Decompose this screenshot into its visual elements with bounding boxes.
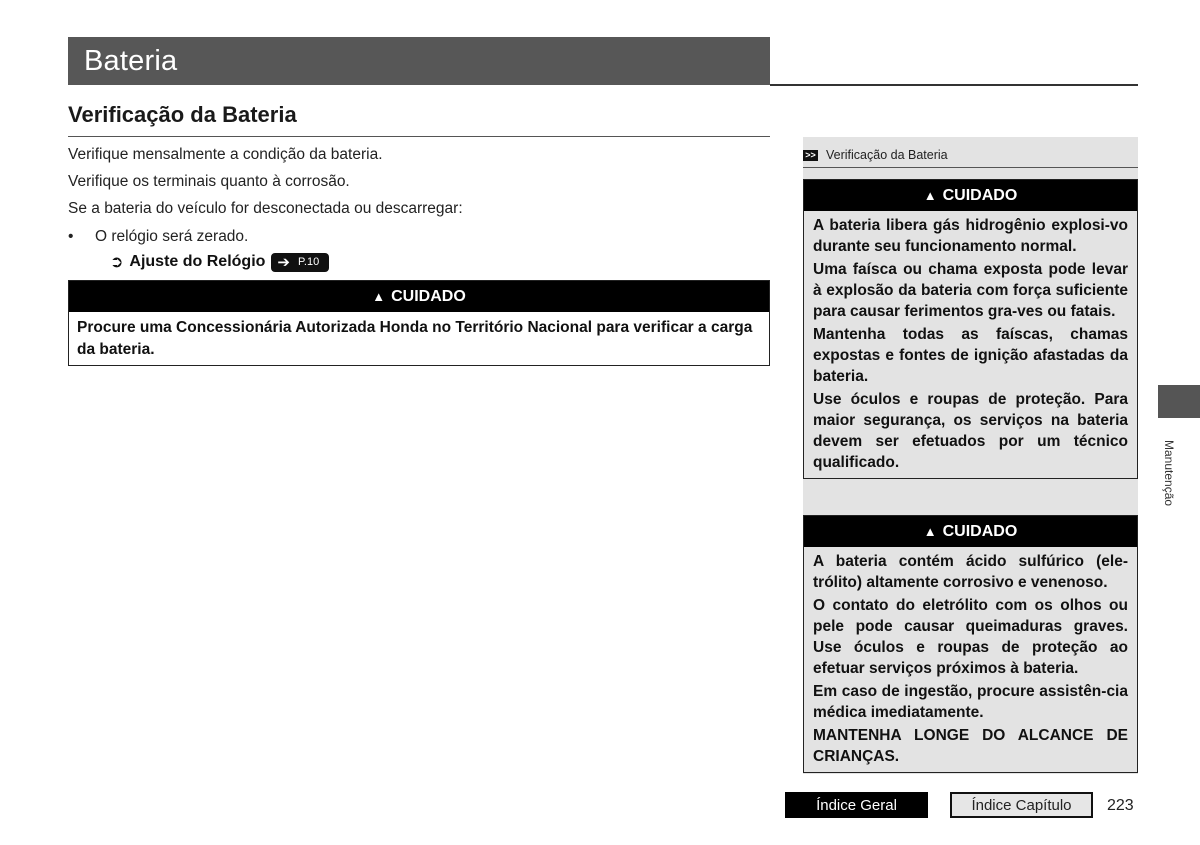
caution-paragraph: Uma faísca ou chama exposta pode levar à explosão da bateria com força suficiente para causar ferimentos gra-ves ou fatais. [813, 261, 1128, 320]
caution-header [804, 516, 1137, 547]
caution-text: Procure uma Concessionária Autorizada Honda no Território Nacional para verificar a carga da bateria. [77, 319, 753, 358]
sidebar-reference-label: Verificação da Bateria [826, 148, 948, 162]
caution-paragraph: A bateria contém ácido sulfúrico (ele-trólito) altamente corrosivo e venenoso. [813, 553, 1128, 591]
reference-label: Ajuste do Relógio [129, 253, 266, 270]
double-chevron-icon: >> [803, 150, 818, 161]
warning-triangle-icon: ▲ [923, 188, 937, 203]
index-chapter-button[interactable]: Índice Capítulo [950, 792, 1093, 818]
paragraph-disconnected: Se a bateria do veículo for desconectada ou descarregar: [68, 200, 463, 217]
caution-body [804, 211, 1137, 478]
chapter-tab-label: Manutenção [1162, 440, 1176, 507]
heading-divider [68, 136, 770, 137]
warning-triangle-icon: ▲ [372, 289, 386, 304]
caution-box-main [68, 280, 770, 366]
page-number: 223 [1107, 797, 1134, 814]
index-general-button[interactable]: Índice Geral [785, 792, 928, 818]
paragraph-terminals: Verifique os terminais quanto à corrosão. [68, 173, 350, 190]
sidebar-divider [803, 167, 1138, 168]
caution-paragraph: Mantenha todas as faíscas, chamas expostas e fontes de ignição afastadas da bateria. [813, 326, 1128, 385]
caution-body [804, 547, 1137, 772]
caution-paragraph: Use óculos e roupas de proteção. Para maior segurança, os serviços na bateria devem ser efetuados por um técnico qualificado. [813, 391, 1128, 471]
list-item [68, 228, 248, 246]
page-reference-label: P.10 [297, 256, 320, 268]
chapter-tab[interactable] [1158, 385, 1200, 418]
page-heading: Verificação da Bateria [68, 102, 297, 127]
caution-paragraph: A bateria libera gás hidrogênio explosi-vo durante seu funcionamento normal. [813, 217, 1128, 255]
caution-title: CUIDADO [942, 522, 1018, 540]
caution-box-hydrogen [803, 179, 1138, 479]
reference-arrow-icon: ➲ [110, 254, 124, 271]
caution-paragraph: Em caso de ingestão, procure assistên-cia médica imediatamente. [813, 683, 1128, 721]
bullet-text: O relógio será zerado. [95, 228, 249, 245]
header-rule [770, 84, 1138, 86]
caution-title: CUIDADO [942, 186, 1018, 204]
page-reference-button[interactable] [271, 253, 329, 272]
caution-box-acid [803, 515, 1138, 773]
caution-paragraph: MANTENHA LONGE DO ALCANCE DE CRIANÇAS. [813, 727, 1128, 765]
caution-paragraph: O contato do eletrólito com os olhos ou pele pode causar queimaduras graves. Use óculos e roupas de proteção ao efetuar serviços próximos à bateria. [813, 597, 1128, 677]
caution-header [804, 180, 1137, 211]
bullet-marker: • [68, 228, 74, 245]
caution-title: CUIDADO [391, 287, 466, 305]
section-title: Bateria [84, 45, 178, 77]
paragraph-monthly-check: Verifique mensalmente a condição da bateria. [68, 146, 383, 163]
warning-triangle-icon: ▲ [923, 524, 937, 539]
arrow-right-icon: ➔ [277, 254, 290, 271]
section-header [68, 37, 770, 85]
clock-adjust-link[interactable] [110, 252, 329, 272]
sidebar-reference [803, 148, 948, 162]
caution-header [69, 281, 769, 312]
